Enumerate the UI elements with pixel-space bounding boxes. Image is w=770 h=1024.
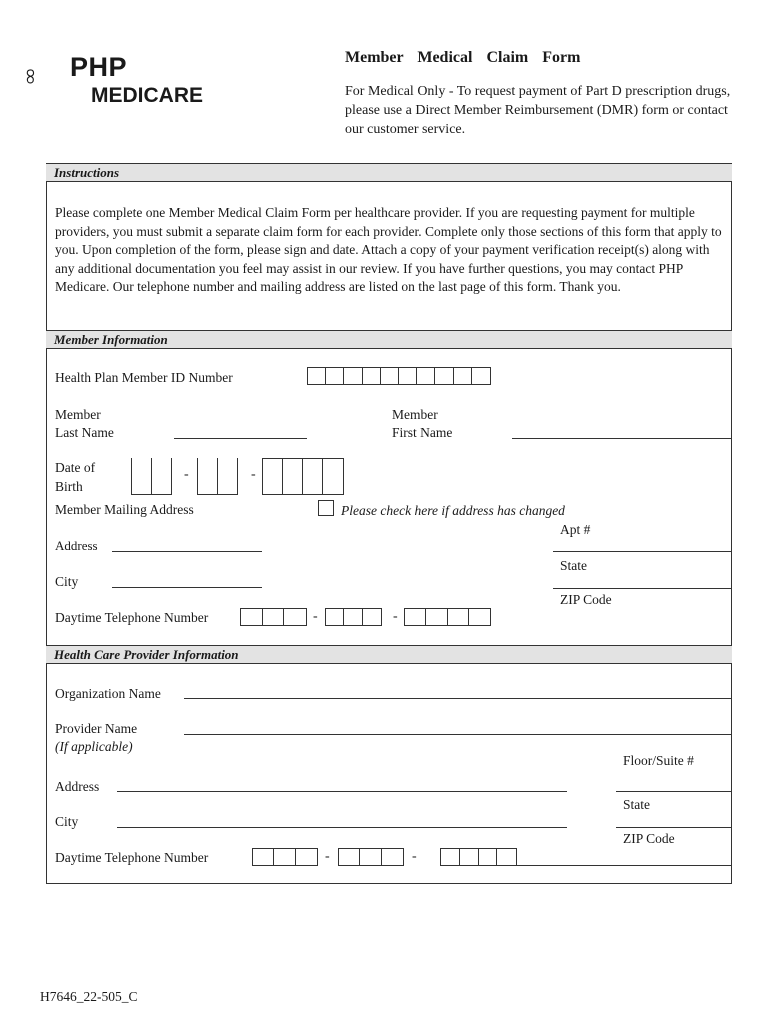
provider-city-label: City — [55, 814, 79, 829]
provider-name-note: (If applicable) — [55, 739, 133, 754]
member-first-name-label-1: Member — [392, 407, 438, 422]
provider-floor-field[interactable] — [616, 791, 731, 792]
provider-floor-label: Floor/Suite # — [623, 753, 694, 768]
member-apt-field[interactable] — [553, 551, 731, 552]
provider-address-field[interactable] — [117, 791, 567, 792]
dob-day-field[interactable] — [197, 458, 238, 495]
dob-year-field[interactable] — [262, 458, 344, 495]
instructions-heading: Instructions — [54, 165, 120, 180]
provider-city-field[interactable] — [117, 827, 567, 828]
dob-dash-2: - — [251, 467, 256, 482]
provider-phone-label: Daytime Telephone Number — [55, 850, 209, 865]
member-first-name-label-2: First Name — [392, 425, 453, 440]
member-last-name-label-1: Member — [55, 407, 101, 422]
provider-phone-extension-line[interactable] — [517, 865, 731, 866]
member-zip-label: ZIP Code — [560, 592, 612, 607]
provider-phone-line-boxes[interactable] — [440, 848, 517, 866]
member-state-field[interactable] — [553, 588, 731, 589]
form-code: H7646_22-505_C — [40, 989, 138, 1004]
member-last-name-label-2: Last Name — [55, 425, 114, 440]
instructions-text: Please complete one Member Medical Claim Form per healthcare provider. If you are requesting payment for multiple providers, you must submit a separate claim form for each provider. Complete only those sections of this form that apply to you. Upon completion of the form, please sign and date. Attach a copy of your payment verification receipt(s) along with any additional documentation you feel may assist in our review. If you have further questions, you may contact PHP Medicare. Our telephone number and mailing address are listed on the last page of this form. Thank you. — [55, 205, 722, 294]
member-id-boxes[interactable] — [307, 367, 491, 385]
member-address-label: Address — [55, 538, 98, 553]
provider-address-label: Address — [55, 779, 100, 794]
dob-month-field[interactable] — [131, 458, 172, 495]
php-medicare-logo — [26, 46, 66, 108]
member-phone-label: Daytime Telephone Number — [55, 610, 209, 625]
member-id-label: Health Plan Member ID Number — [55, 370, 233, 385]
form-title: Member Medical Claim Form — [345, 49, 581, 66]
member-phone-prefix-boxes[interactable] — [325, 608, 382, 626]
form-subtitle: For Medical Only - To request payment of Part D prescription drugs, please use a Direct Member Reimbursement (DMR) form or contact our customer service. — [345, 84, 731, 137]
address-changed-checkbox[interactable] — [318, 500, 334, 516]
member-phone-line-boxes[interactable] — [404, 608, 491, 626]
provider-info-header — [46, 645, 732, 664]
logo-php-text: PHP — [70, 52, 128, 82]
provider-state-label: State — [623, 797, 650, 812]
organization-name-field[interactable] — [184, 698, 731, 699]
logo-medicare-text: MEDICARE — [91, 84, 204, 107]
dob-label-2: Birth — [55, 479, 83, 494]
dob-dash-1: - — [184, 467, 189, 482]
member-apt-label: Apt # — [560, 522, 591, 537]
address-changed-label: Please check here if address has changed — [341, 503, 565, 518]
provider-name-field[interactable] — [184, 734, 731, 735]
member-phone-area-boxes[interactable] — [240, 608, 307, 626]
provider-zip-label: ZIP Code — [623, 831, 675, 846]
provider-phone-dash-2: - — [412, 849, 417, 864]
member-city-field[interactable] — [112, 587, 262, 588]
member-info-heading: Member Information — [54, 332, 168, 347]
provider-info-heading: Health Care Provider Information — [54, 647, 239, 662]
member-phone-dash-1: - — [313, 609, 318, 624]
provider-phone-dash-1: - — [325, 849, 330, 864]
dob-label-1: Date of — [55, 460, 96, 475]
instructions-header — [46, 163, 732, 182]
member-phone-dash-2: - — [393, 609, 398, 624]
provider-name-label: Provider Name — [55, 721, 138, 736]
member-address-field[interactable] — [112, 551, 262, 552]
provider-phone-prefix-boxes[interactable] — [338, 848, 404, 866]
member-city-label: City — [55, 574, 79, 589]
member-last-name-field[interactable] — [174, 438, 307, 439]
provider-phone-area-boxes[interactable] — [252, 848, 318, 866]
member-first-name-field[interactable] — [512, 438, 731, 439]
member-info-header — [46, 330, 732, 349]
mailing-address-label: Member Mailing Address — [55, 502, 194, 517]
provider-state-field[interactable] — [616, 827, 731, 828]
organization-name-label: Organization Name — [55, 686, 161, 701]
member-state-label: State — [560, 558, 587, 573]
